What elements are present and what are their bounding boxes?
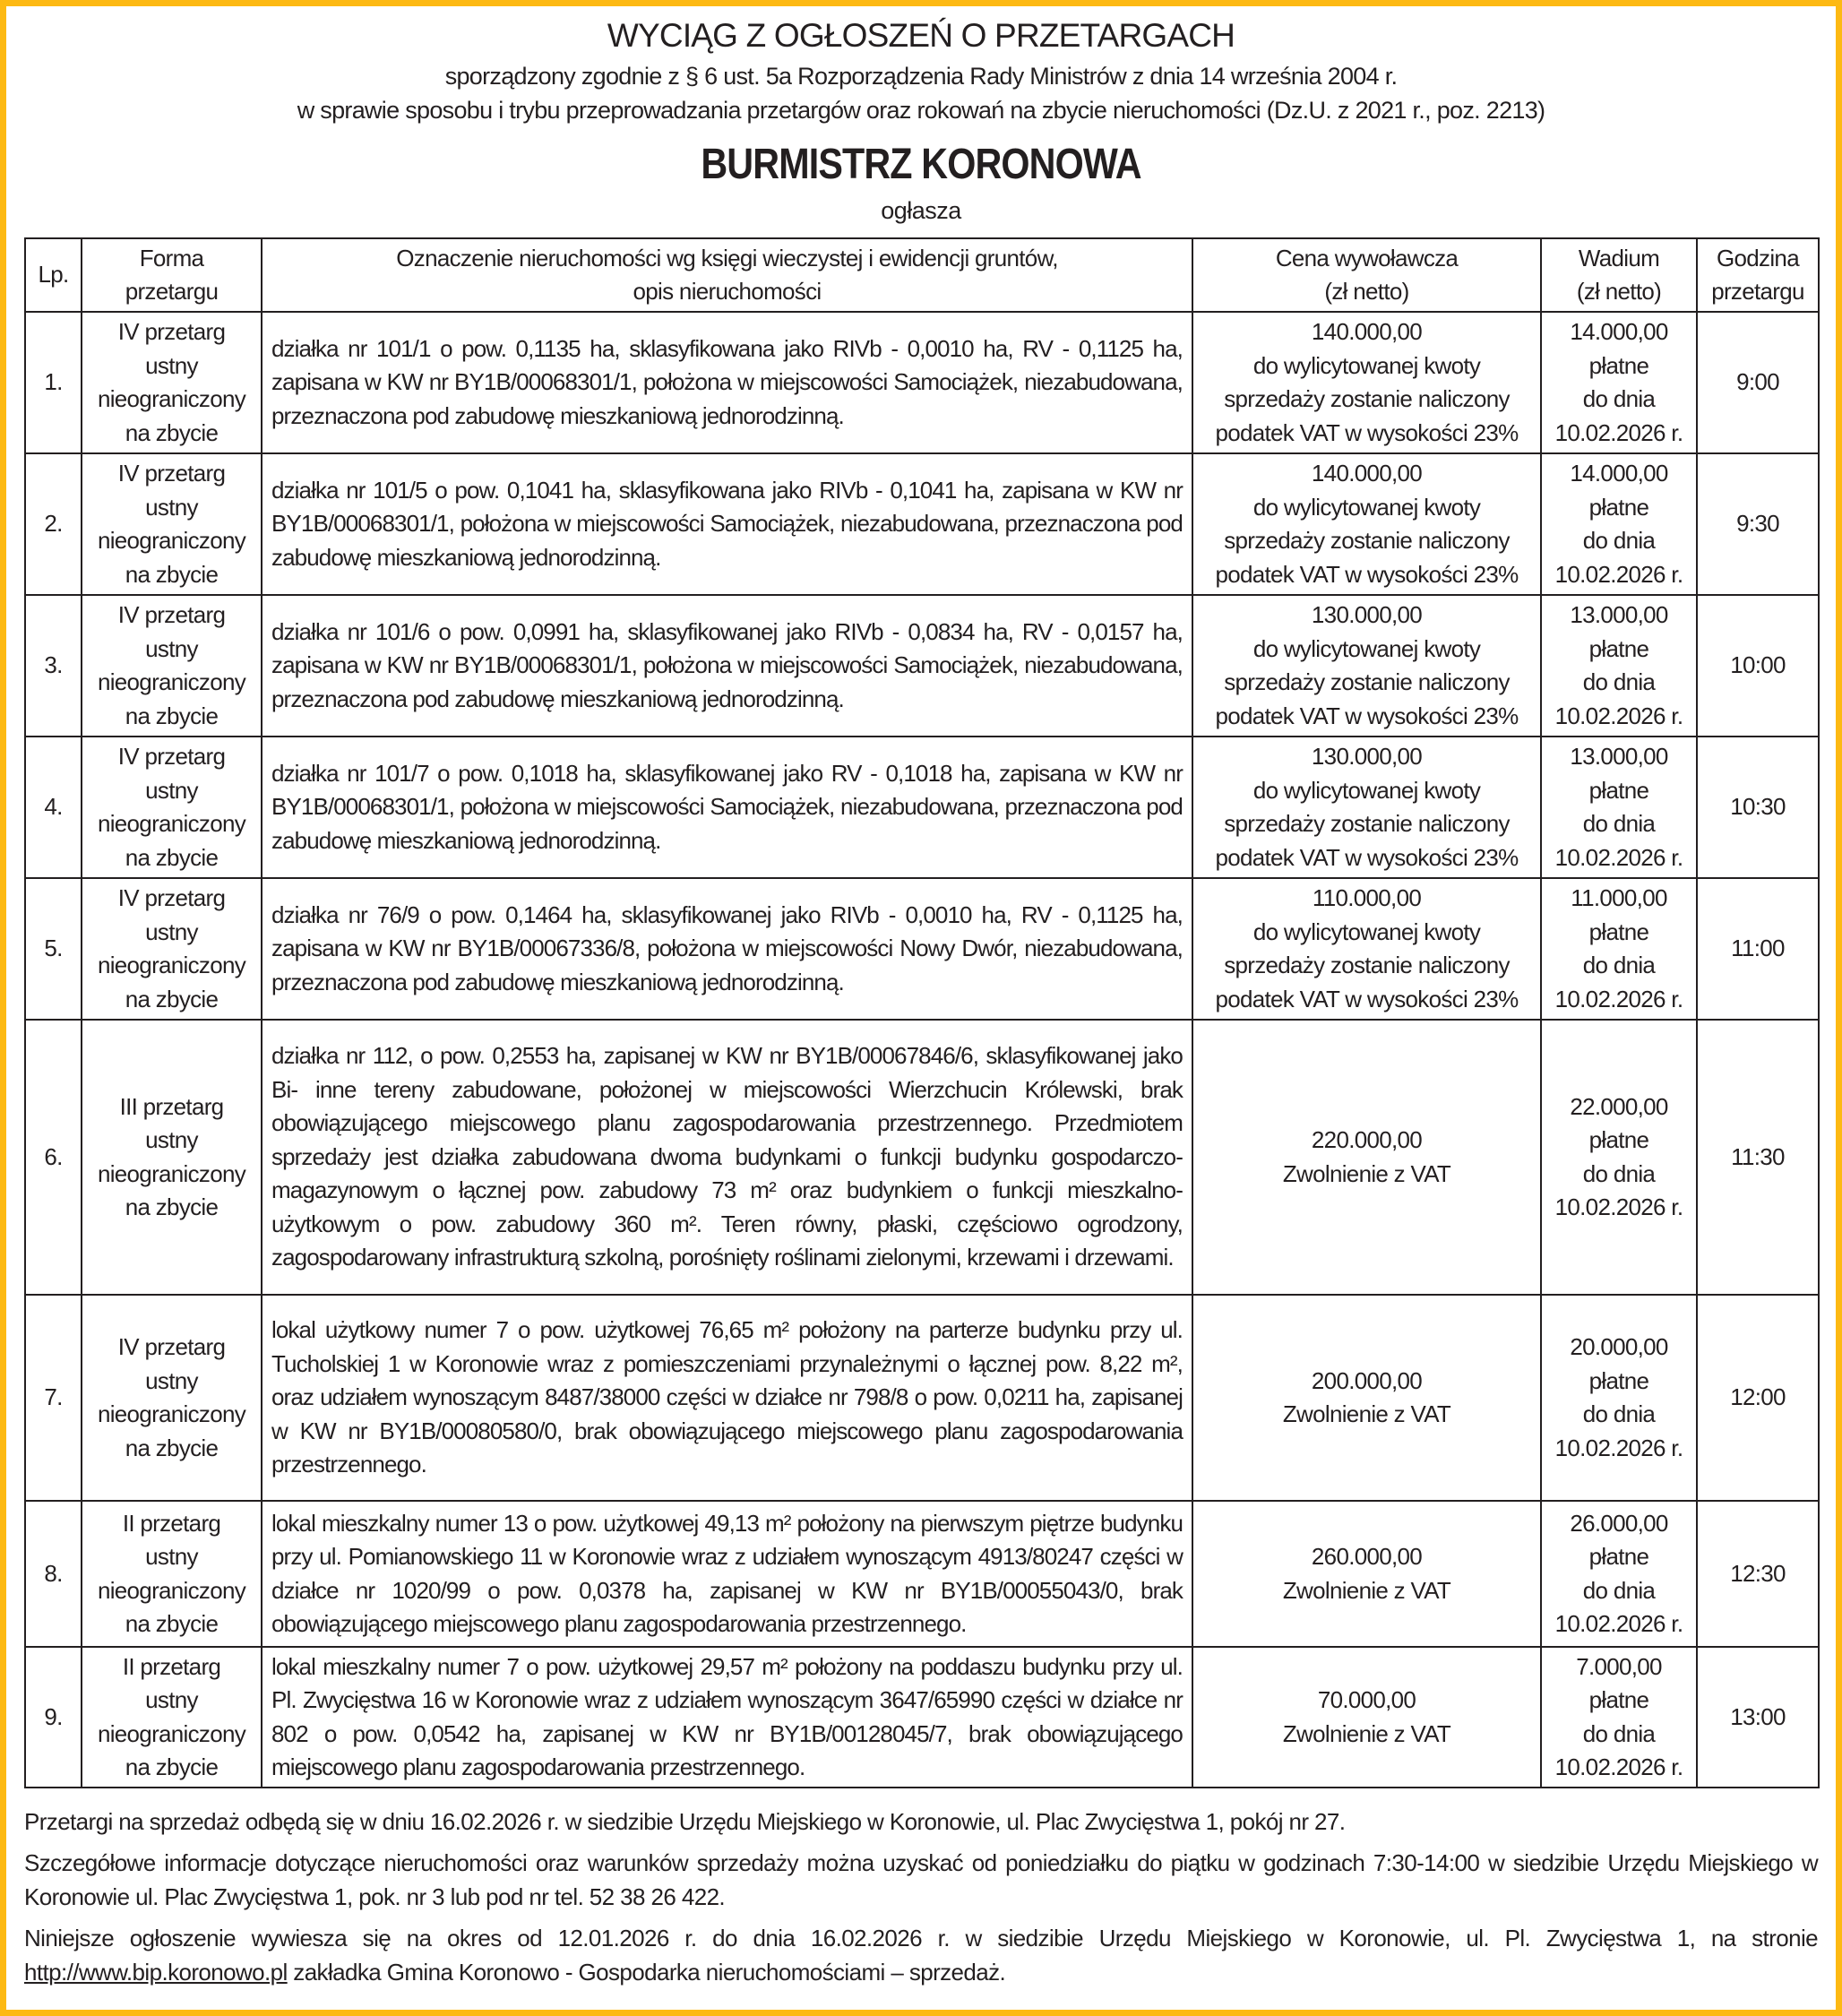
tender-form: II przetarg ustny nieograniczony na zbycie [82,1647,262,1788]
deposit: 26.000,00 płatne do dnia 10.02.2026 r. [1541,1501,1697,1647]
deposit: 13.000,00 płatne do dnia 10.02.2026 r. [1541,595,1697,737]
property-description: działka nr 101/1 o pow. 0,1135 ha, sklasyfikowana jako RIVb - 0,0010 ha, RV - 0,1125 ha, zapisana w KW nr BY1B/00068301/1, położona w miejscowości Samociążek, niezabudowana, przeznaczona pod zabudowę mieszkaniową jednorodzinną. [262,312,1192,453]
footer-posting-text: Niniejsze ogłoszenie wywiesza się na okres od 12.01.2026 r. do dnia 16.02.2026 r. w siedzibie Urzędu Miejskiego w Koronowie, ul. Pl. Zwycięstwa 1, na stronie [24,1925,1818,1951]
tender-time: 10:30 [1697,737,1819,878]
column-header-lp: Lp. [25,238,82,312]
tender-time: 13:00 [1697,1647,1819,1788]
property-description: działka nr 112, o pow. 0,2553 ha, zapisanej w KW nr BY1B/00067846/6, sklasyfikowanej jako Bi- inne tereny zabudowane, położonej w miejscowości Wierzchucin Królewski, brak obowiązującego miejscowego planu zagospodarowania przestrzennego. Przedmiotem sprzedaży jest działka zabudowana dwoma budynkami o funkcji budynku gospodarczo-magazynowym o łącznej pow. zabudowy 73 m² oraz budynkiem o funkcji mieszkalno-użytkowym o pow. zabudowy 360 m². Teren równy, płaski, częściowo ogrodzony, zagospodarowany infrastrukturą szkolną, porośnięty roślinami zielonymi, krzewami i drzewami. [262,1020,1192,1295]
tender-time: 9:00 [1697,312,1819,453]
tender-time: 12:00 [1697,1295,1819,1501]
table-row [25,737,1819,878]
deposit: 22.000,00 płatne do dnia 10.02.2026 r. [1541,1020,1697,1295]
footer-posting-info [24,1921,1818,1989]
table-row [25,1020,1819,1295]
tender-time: 9:30 [1697,453,1819,595]
column-header-time: Godzina przetargu [1697,238,1819,312]
tender-form: IV przetarg ustny nieograniczony na zbycie [82,1295,262,1501]
column-header-description: Oznaczenie nieruchomości wg księgi wieczystej i ewidencji gruntów, opis nieruchomości [262,238,1192,312]
footer-contact-info: Szczegółowe informacje dotyczące nieruchomości oraz warunków sprzedaży można uzyskać od poniedziałku do piątku w godzinach 7:30-14:00 w siedzibie Urzędu Miejskiego w Koronowie ul. Plac Zwycięstwa 1, pok. nr 3 lub pod nr tel. 52 38 26 422. [24,1849,1818,1910]
row-number: 5. [25,878,82,1020]
row-number: 9. [25,1647,82,1788]
deposit: 11.000,00 płatne do dnia 10.02.2026 r. [1541,878,1697,1020]
row-number: 7. [25,1295,82,1501]
property-description: działka nr 101/5 o pow. 0,1041 ha, sklasyfikowana jako RIVb - 0,1041 ha, zapisana w KW nr BY1B/00068301/1, położona w miejscowości Samociążek, niezabudowana, przeznaczona pod zabudowę mieszkaniową jednorodzinną. [262,453,1192,595]
starting-price: 220.000,00 Zwolnienie z VAT [1192,1020,1541,1295]
tender-form: IV przetarg ustny nieograniczony na zbycie [82,737,262,878]
deposit: 14.000,00 płatne do dnia 10.02.2026 r. [1541,312,1697,453]
property-description: działka nr 101/6 o pow. 0,0991 ha, sklasyfikowanej jako RIVb - 0,0834 ha, RV - 0,0157 ha, zapisana w KW nr BY1B/00068301/1, położona w miejscowości Samociążek, niezabudowana, przeznaczona pod zabudowę mieszkaniową jednorodzinną. [262,595,1192,737]
column-header-deposit: Wadium (zł netto) [1541,238,1697,312]
starting-price: 140.000,00 do wylicytowanej kwoty sprzedaży zostanie naliczony podatek VAT w wysokości 23% [1192,312,1541,453]
footer-posting-text-end: zakładka Gmina Koronowo - Gospodarka nieruchomościami – sprzedaż. [287,1959,1006,1986]
property-description: działka nr 101/7 o pow. 0,1018 ha, sklasyfikowanej jako RV - 0,1018 ha, zapisana w KW nr BY1B/00068301/1, położona w miejscowości Samociążek, niezabudowana, przeznaczona pod zabudowę mieszkaniową jednorodzinną. [262,737,1192,878]
bip-link[interactable]: http://www.bip.koronowo.pl [24,1959,288,1986]
row-number: 8. [25,1501,82,1647]
tender-time: 12:30 [1697,1501,1819,1647]
starting-price: 130.000,00 do wylicytowanej kwoty sprzedaży zostanie naliczony podatek VAT w wysokości 23% [1192,737,1541,878]
column-header-price: Cena wywoławcza (zł netto) [1192,238,1541,312]
table-row [25,312,1819,453]
footer-auction-date: Przetargi na sprzedaż odbędą się w dniu 16.02.2026 r. w siedzibie Urzędu Miejskiego w Koronowie, ul. Plac Zwycięstwa 1, pokój nr 27. [24,1808,1346,1835]
deposit: 13.000,00 płatne do dnia 10.02.2026 r. [1541,737,1697,878]
column-header-form: Forma przetargu [82,238,262,312]
row-number: 6. [25,1020,82,1295]
tender-form: IV przetarg ustny nieograniczony na zbycie [82,453,262,595]
starting-price: 200.000,00 Zwolnienie z VAT [1192,1295,1541,1501]
content-flow [24,0,1818,2016]
tender-table [24,237,1820,1788]
issuer-heading: BURMISTRZ KORONOWA [701,141,1141,188]
property-description: lokal użytkowy numer 7 o pow. użytkowej 76,65 m² położony na parterze budynku przy ul. Tucholskiej 1 w Koronowie wraz z pomieszczeniami przynależnymi o łącznej pow. 8,22 m², oraz udziałem wynoszącym 8487/38000 części w działce nr 798/8 o pow. 0,0211 ha, zapisanej w KW nr BY1B/00080580/0, brak obowiązującego miejscowego planu zagospodarowania przestrzennego. [262,1295,1192,1501]
table-row [25,1501,1819,1647]
legal-basis-line-1: sporządzony zgodnie z § 6 ust. 5a Rozporządzenia Rady Ministrów z dnia 14 września 2004 r. [444,63,1398,90]
row-number: 1. [25,312,82,453]
tender-form: III przetarg ustny nieograniczony na zbycie [82,1020,262,1295]
tender-form: IV przetarg ustny nieograniczony na zbycie [82,595,262,737]
announces-label: ogłasza [881,197,961,224]
tender-time: 10:00 [1697,595,1819,737]
table-row [25,878,1819,1020]
table-row [25,453,1819,595]
property-description: lokal mieszkalny numer 13 o pow. użytkowej 49,13 m² położony na pierwszym piętrze budynku przy ul. Pomianowskiego 11 w Koronowie wraz z udziałem wynoszącym 4913/80247 części w działce nr 1020/99 o pow. 0,0378 ha, zapisanej w KW nr BY1B/00055043/0, brak obowiązującego miejscowego planu zagospodarowania przestrzennego. [262,1501,1192,1647]
table-header-row [25,238,1819,312]
deposit: 7.000,00 płatne do dnia 10.02.2026 r. [1541,1647,1697,1788]
tender-form: IV przetarg ustny nieograniczony na zbycie [82,312,262,453]
table-row [25,1295,1819,1501]
legal-basis-line-2: w sprawie sposobu i trybu przeprowadzania przetargów oraz rokowań na zbycie nieruchomości (Dz.U. z 2021 r., poz. 2213) [297,97,1545,124]
starting-price: 70.000,00 Zwolnienie z VAT [1192,1647,1541,1788]
deposit: 20.000,00 płatne do dnia 10.02.2026 r. [1541,1295,1697,1501]
tender-time: 11:30 [1697,1020,1819,1295]
starting-price: 260.000,00 Zwolnienie z VAT [1192,1501,1541,1647]
table-row [25,1647,1819,1788]
row-number: 4. [25,737,82,878]
row-number: 2. [25,453,82,595]
row-number: 3. [25,595,82,737]
tender-time: 11:00 [1697,878,1819,1020]
starting-price: 130.000,00 do wylicytowanej kwoty sprzedaży zostanie naliczony podatek VAT w wysokości 23% [1192,595,1541,737]
table-row [25,595,1819,737]
starting-price: 110.000,00 do wylicytowanej kwoty sprzedaży zostanie naliczony podatek VAT w wysokości 23% [1192,878,1541,1020]
document-title: WYCIĄG Z OGŁOSZEŃ O PRZETARGACH [607,17,1235,54]
deposit: 14.000,00 płatne do dnia 10.02.2026 r. [1541,453,1697,595]
property-description: lokal mieszkalny numer 7 o pow. użytkowej 29,57 m² położony na poddaszu budynku przy ul. Pl. Zwycięstwa 16 w Koronowie wraz z udziałem wynoszącym 3647/65990 części w działce nr 802 o pow. 0,0542 ha, zapisanej w KW nr BY1B/00128045/7, brak obowiązującego miejscowego planu zagospodarowania przestrzennego. [262,1647,1192,1788]
starting-price: 140.000,00 do wylicytowanej kwoty sprzedaży zostanie naliczony podatek VAT w wysokości 23% [1192,453,1541,595]
tender-form: IV przetarg ustny nieograniczony na zbycie [82,878,262,1020]
property-description: działka nr 76/9 o pow. 0,1464 ha, sklasyfikowanej jako RIVb - 0,0010 ha, RV - 0,1125 ha, zapisana w KW nr BY1B/00067336/8, położona w miejscowości Nowy Dwór, niezabudowana, przeznaczona pod zabudowę mieszkaniową jednorodzinną. [262,878,1192,1020]
tender-form: II przetarg ustny nieograniczony na zbycie [82,1501,262,1647]
